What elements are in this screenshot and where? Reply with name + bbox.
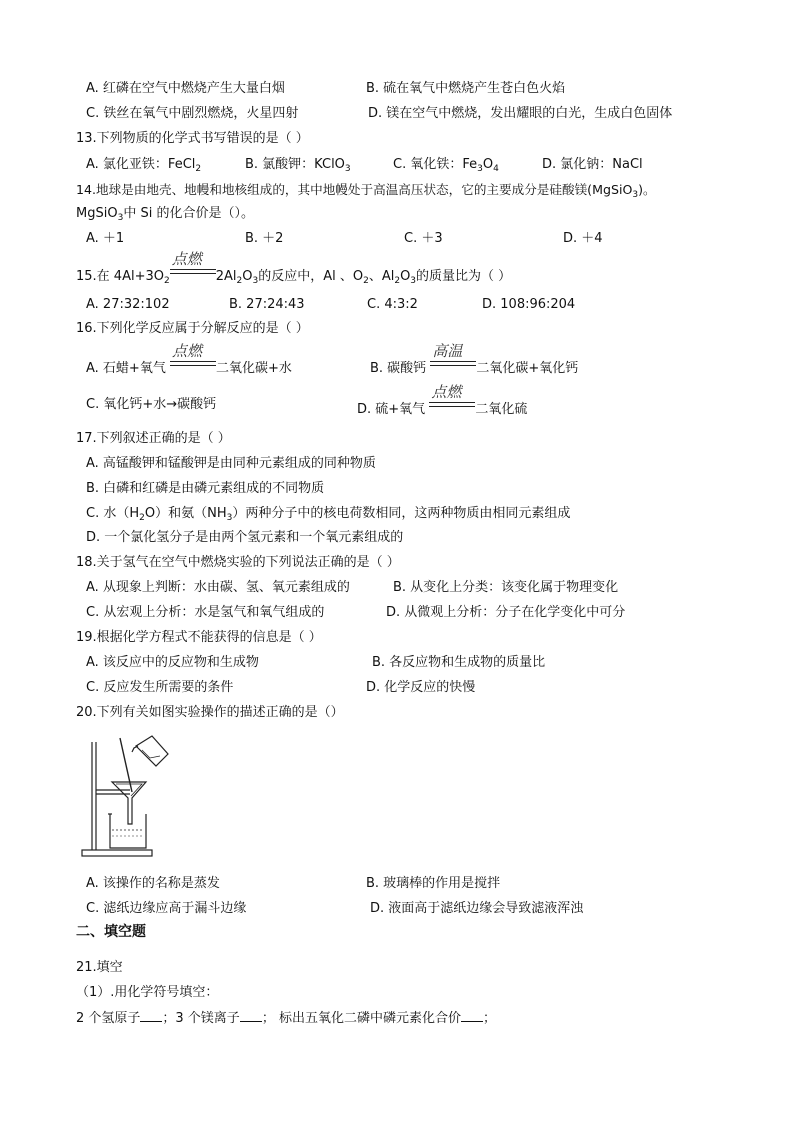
q18-option-c: C. 从宏观上分析：水是氢气和氧气组成的: [86, 605, 325, 620]
q21-part1: （1）.用化学符号填空：: [76, 985, 219, 1000]
q13-stem: 13.下列物质的化学式书写错误的是（ ）: [76, 131, 309, 146]
pouring-beaker: [136, 736, 168, 766]
q12-option-a: A. 红磷在空气中燃烧产生大量白烟: [86, 81, 285, 96]
reaction-condition-ignite: 点燃: [170, 355, 216, 372]
q17-option-d: D. 一个氯化氢分子是由两个氢元素和一个氧元素组成的: [86, 530, 404, 545]
q21-line: 2 个氢原子 ；3 个镁离子 ； 标出五氧化二磷中磷元素化合价 ；: [76, 1011, 496, 1026]
q14-stem-line1: 14.地球是由地壳、地幔和地核组成的，其中地幔处于高温高压状态，它的主要成分是硅酸镁(MgSiO$_3$)。: [76, 182, 656, 200]
q16-option-a: A. 石蜡+氧气 点燃 二氧化碳+水: [86, 342, 292, 376]
answer-blank[interactable]: [140, 1009, 162, 1022]
q15-option-a: A. 27:32:102: [86, 297, 170, 312]
stand-base: [82, 850, 152, 856]
q15-option-b: B. 27:24:43: [229, 297, 305, 312]
q19-option-d: D. 化学反应的快慢: [366, 680, 476, 695]
q12-option-d: D. 镁在空气中燃烧，发出耀眼的白光，生成白色固体: [368, 106, 673, 121]
q21-stem: 21.填空: [76, 960, 123, 975]
q19-option-c: C. 反应发生所需要的条件: [86, 680, 234, 695]
q12-option-c: C. 铁丝在氧气中剧烈燃烧，火星四射: [86, 106, 299, 121]
q13-option-c: C. 氧化铁：$Fe_3O_4$: [393, 157, 499, 174]
q20-option-a: A. 该操作的名称是蒸发: [86, 876, 220, 891]
q16-stem: 16.下列化学反应属于分解反应的是（ ）: [76, 321, 309, 336]
q20-option-c: C. 滤纸边缘应高于漏斗边缘: [86, 901, 247, 916]
q16-option-d: D. 硫+氧气 点燃 二氧化硫: [357, 383, 528, 417]
q14-stem-line2: MgSiO$_3$中 Si 的化合价是（）。: [76, 206, 254, 223]
q13-option-d: D. 氯化钠：NaCl: [542, 157, 643, 172]
q20-option-b: B. 玻璃棒的作用是搅拌: [366, 876, 501, 891]
q19-stem: 19.根据化学方程式不能获得的信息是（ ）: [76, 630, 322, 645]
funnel: [112, 782, 146, 824]
q18-option-a: A. 从现象上判断：水由碳、氢、氧元素组成的: [86, 580, 350, 595]
q15-option-d: D. 108:96:204: [482, 297, 576, 312]
reaction-condition-high-temp: 高温: [430, 355, 476, 372]
q20-option-d: D. 液面高于滤纸边缘会导致滤液浑浊: [370, 901, 584, 916]
q20-stem: 20.下列有关如图实验操作的描述正确的是（）: [76, 705, 344, 720]
q14-option-c: C. ＋3: [404, 231, 443, 246]
q17-option-b: B. 白磷和红磷是由磷元素组成的不同物质: [86, 481, 325, 496]
q18-stem: 18.关于氢气在空气中燃烧实验的下列说法正确的是（ ）: [76, 555, 400, 570]
q14-option-b: B. ＋2: [245, 231, 284, 246]
q16-option-c: C. 氧化钙+水→碳酸钙: [86, 397, 217, 412]
section-title: 二、填空题: [76, 924, 146, 940]
q12-option-b: B. 硫在氧气中燃烧产生苍白色火焰: [366, 81, 566, 96]
answer-blank[interactable]: [240, 1009, 262, 1022]
q15-option-c: C. 4:3:2: [367, 297, 418, 312]
reaction-condition-ignite: 点燃: [429, 396, 475, 413]
q19-option-b: B. 各反应物和生成物的质量比: [372, 655, 546, 670]
q14-option-a: A. ＋1: [86, 231, 125, 246]
filtration-apparatus-figure: [80, 732, 180, 860]
q17-stem: 17.下列叙述正确的是（ ）: [76, 431, 231, 446]
reaction-condition-ignite: 点燃: [170, 263, 216, 280]
q13-option-a: A. 氯化亚铁：FeCl$_2$: [86, 157, 202, 174]
q16-option-b: B. 碳酸钙 高温 二氧化碳+氧化钙: [370, 342, 579, 376]
q19-option-a: A. 该反应中的反应物和生成物: [86, 655, 259, 670]
answer-blank[interactable]: [461, 1009, 483, 1022]
q17-option-c: C. 水$(H_2O)$和氨$(NH_3)$两种分子中的核电荷数相同，这两种物质由相同元素组成: [86, 506, 571, 523]
q14-option-d: D. ＋4: [563, 231, 603, 246]
q13-option-b: B. 氯酸钾：KClO$_3$: [245, 157, 351, 174]
q17-option-a: A. 高锰酸钾和锰酸钾是由同种元素组成的同种物质: [86, 456, 376, 471]
q15-stem: 15.在 $4Al+3O_2$ 点燃 $2Al_2O_3$的反应中，Al 、$O_2$、$Al_2O_3$的质量比为（ ）: [76, 250, 512, 286]
q18-option-b: B. 从变化上分类：该变化属于物理变化: [393, 580, 619, 595]
q18-option-d: D. 从微观上分析：分子在化学变化中可分: [386, 605, 626, 620]
